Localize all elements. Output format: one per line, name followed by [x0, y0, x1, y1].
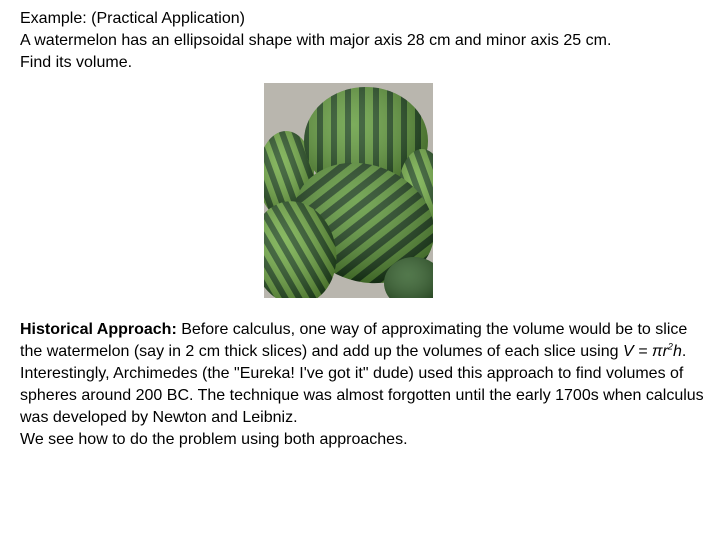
problem-statement: A watermelon has an ellipsoidal shape with major axis 28 cm and minor axis 25 cm.	[20, 32, 612, 49]
approaches-paragraph: We see how to do the problem using both approaches.	[20, 431, 408, 448]
historical-paragraph	[20, 319, 710, 363]
historical-approach	[20, 319, 710, 451]
problem-question: Find its volume.	[20, 54, 133, 71]
intro-block	[20, 8, 710, 74]
volume-formula	[623, 343, 682, 360]
historical-lead: Historical Approach:	[20, 321, 177, 338]
formula-r: r	[662, 343, 668, 360]
formula-pi: = π	[633, 343, 663, 360]
archimedes-paragraph: Interestingly, Archimedes (the "Eureka! I've got it" dude) used this approach to find volumes of spheres around 200 BC. The technique was almost forgotten until the early 1700s when calculus was developed by Newton and Leibniz.	[20, 365, 704, 426]
formula-exponent: 2	[667, 341, 673, 352]
historical-text-end: .	[681, 343, 687, 360]
example-heading: Example: (Practical Application)	[20, 10, 245, 27]
formula-v: V	[622, 343, 634, 360]
formula-h: h	[672, 343, 682, 360]
historical-text: Before calculus, one way of approximating the volume would be to slice the watermelon (say in 2 cm thick slices) and add up the volumes of each slice using	[20, 321, 688, 360]
watermelon-image	[264, 83, 433, 298]
